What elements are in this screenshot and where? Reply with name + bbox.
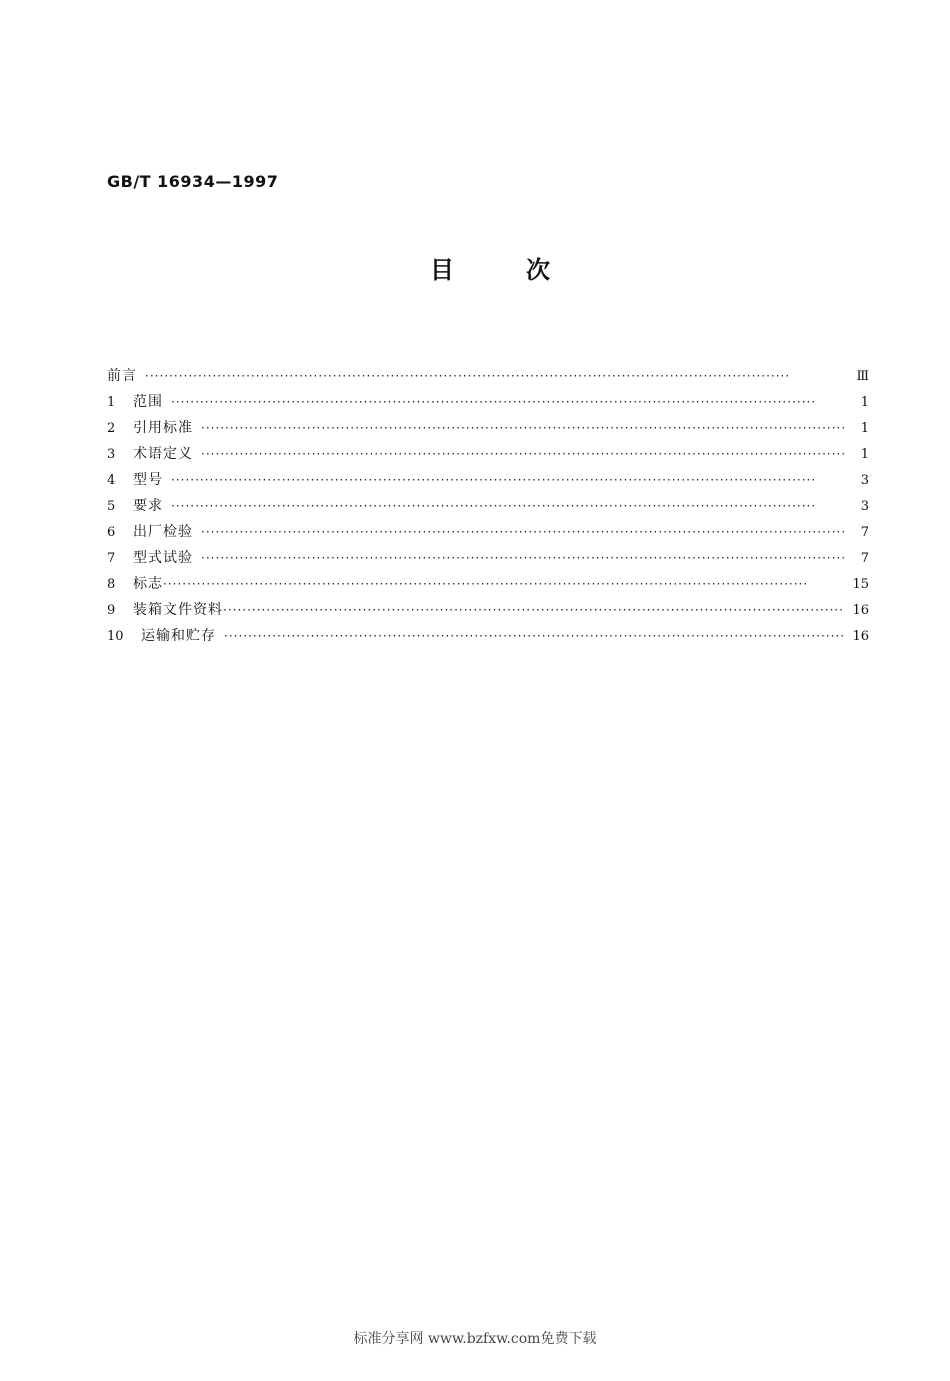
dot-leader	[201, 421, 851, 435]
toc-entry-label: 型号	[133, 472, 163, 488]
toc-entry-page: 3	[860, 473, 869, 488]
toc-entry-number: 5	[107, 499, 116, 514]
toc-entry-number: 9	[107, 603, 116, 618]
toc-entry-label: 范围	[133, 394, 163, 410]
toc-entry-page: 7	[860, 525, 869, 540]
toc-entry-number: 7	[107, 551, 116, 566]
dot-leader	[201, 525, 851, 539]
toc-entry-page: 3	[860, 499, 869, 514]
toc-entry-4[interactable]	[107, 469, 869, 495]
toc-entry-number: 4	[107, 473, 116, 488]
toc-entry-2[interactable]	[107, 417, 869, 443]
toc-entry-page: 1	[860, 447, 869, 462]
toc-entry-page: 15	[852, 577, 869, 592]
toc-entry-page: Ⅲ	[856, 369, 869, 384]
dot-leader	[171, 473, 851, 487]
table-of-contents	[107, 365, 869, 651]
toc-entry-9[interactable]	[107, 599, 869, 625]
page-title	[0, 250, 950, 285]
title-char-2: 次	[526, 256, 550, 284]
toc-entry-number: 8	[107, 577, 116, 592]
toc-entry-page: 16	[852, 629, 869, 644]
toc-entry-3[interactable]	[107, 443, 869, 469]
toc-entry-page: 16	[852, 603, 869, 618]
dot-leader	[223, 603, 844, 617]
dot-leader	[163, 577, 844, 591]
toc-entry-label: 出厂检验	[133, 524, 193, 540]
toc-entry-number: 3	[107, 447, 116, 462]
toc-entry-8[interactable]	[107, 573, 869, 599]
title-char-1: 目	[430, 256, 454, 284]
dot-leader	[171, 395, 851, 409]
toc-entry-number: 1	[107, 395, 116, 410]
toc-entry-label: 术语定义	[133, 446, 193, 462]
toc-entry-label: 装箱文件资料	[133, 602, 223, 618]
toc-entry-label: 型式试验	[133, 550, 193, 566]
toc-entry-label: 引用标准	[133, 420, 193, 436]
toc-entry-label: 标志	[133, 576, 163, 592]
dot-leader	[224, 629, 844, 643]
dot-leader	[201, 551, 851, 565]
toc-entry-number: 6	[107, 525, 116, 540]
toc-entry-page: 1	[860, 421, 869, 436]
toc-entry-7[interactable]	[107, 547, 869, 573]
toc-entry-5[interactable]	[107, 495, 869, 521]
toc-entry-page: 1	[860, 395, 869, 410]
toc-entry-10[interactable]	[107, 625, 869, 651]
toc-entry-6[interactable]	[107, 521, 869, 547]
toc-entry-label: 运输和贮存	[141, 628, 216, 644]
toc-entry-number: 10	[107, 629, 124, 644]
dot-leader	[201, 447, 851, 461]
toc-entry-foreword[interactable]	[107, 365, 869, 391]
dot-leader	[145, 369, 848, 383]
toc-entry-page: 7	[860, 551, 869, 566]
dot-leader	[171, 499, 851, 513]
standard-code: GB/T 16934—1997	[107, 172, 279, 191]
toc-entry-label: 要求	[133, 498, 163, 514]
toc-entry-number: 2	[107, 421, 116, 436]
toc-entry-1[interactable]	[107, 391, 869, 417]
toc-entry-label: 前言	[107, 368, 137, 384]
footer-watermark: 标准分享网 www.bzfxw.com免费下载	[353, 1331, 597, 1347]
